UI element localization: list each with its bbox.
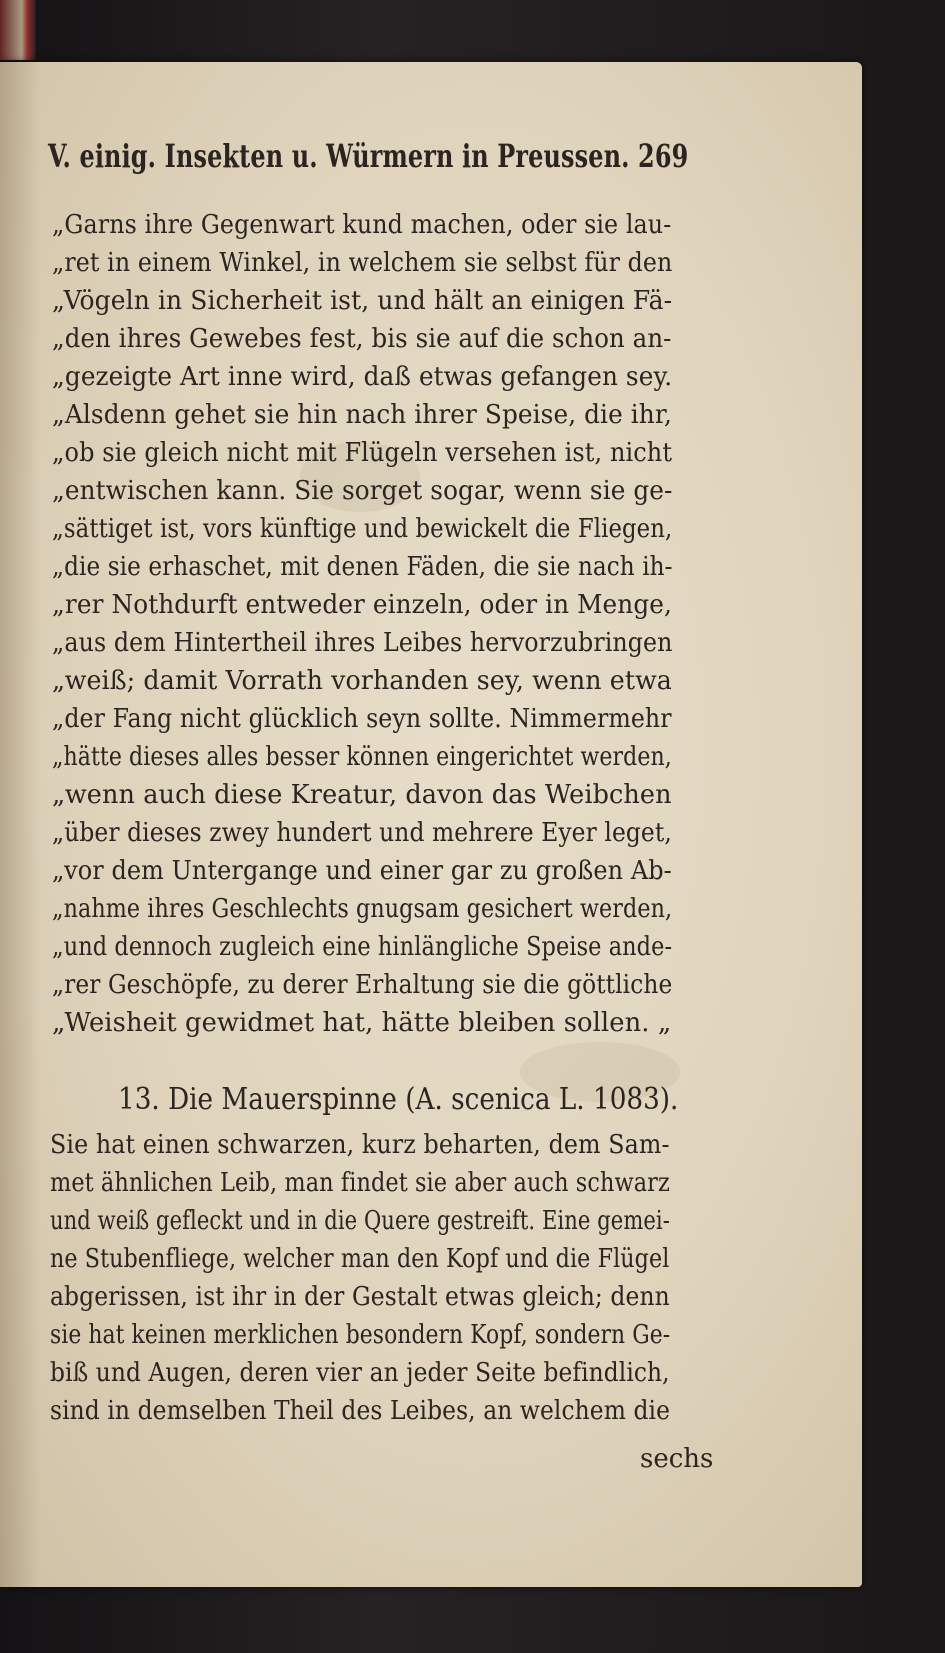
text-line: „der Fang nicht glücklich seyn sollte. Nimmermehr [52, 704, 672, 734]
text-line: „Vögeln in Sicherheit ist, und hält an einigen Fä- [52, 286, 673, 316]
text-line: „sättiget ist, vors künftige und bewickelt die Fliegen, [52, 514, 673, 544]
text-line: „wenn auch diese Kreatur, davon das Weibchen [52, 780, 672, 810]
running-header: V. einig. Insekten u. Würmern in Preussen. 269 [48, 137, 689, 175]
text-line: „über dieses zwey hundert und mehrere Eyer leget, [52, 818, 672, 848]
text-line: „rer Geschöpfe, zu derer Erhaltung sie die göttliche [52, 970, 673, 1000]
text-line: „die sie erhaschet, mit denen Fäden, die sie nach ih- [52, 552, 673, 582]
text-line: ne Stubenfliege, welcher man den Kopf und die Flügel [50, 1244, 670, 1274]
text-line: „hätte dieses alles besser können eingerichtet werden, [52, 742, 672, 772]
text-line: abgerissen, ist ihr in der Gestalt etwas gleich; denn [50, 1282, 670, 1312]
catchword: sechs [640, 1444, 714, 1474]
text-line: met ähnlichen Leib, man findet sie aber auch schwarz [50, 1168, 670, 1198]
book-edge [0, 0, 36, 60]
text-line: biß und Augen, deren vier an jeder Seite befindlich, [50, 1358, 670, 1388]
text-line: „vor dem Untergange und einer gar zu großen Ab- [52, 856, 672, 886]
text-line: und weiß gefleckt und in die Quere gestreift. Eine gemei- [50, 1206, 670, 1236]
text-line: Sie hat einen schwarzen, kurz beharten, dem Sam- [50, 1130, 670, 1160]
text-line: „aus dem Hintertheil ihres Leibes hervorzubringen [52, 628, 673, 658]
text-line: „und dennoch zugleich eine hinlängliche Speise ande- [52, 932, 673, 962]
text-line: „nahme ihres Geschlechts gnugsam gesichert werden, [52, 894, 673, 924]
text-line: „Garns ihre Gegenwart kund machen, oder sie lau- [52, 210, 672, 240]
section-heading: 13. Die Mauerspinne (A. scenica L. 1083). [118, 1082, 679, 1117]
text-line: „den ihres Gewebes fest, bis sie auf die schon an- [52, 324, 672, 354]
text-line: „rer Nothdurft entweder einzeln, oder in Menge, [52, 590, 672, 620]
page-paper [0, 62, 862, 1587]
text-line: „ob sie gleich nicht mit Flügeln versehen ist, nicht [52, 438, 673, 468]
text-line: „entwischen kann. Sie sorget sogar, wenn sie ge- [52, 476, 673, 506]
text-line: „gezeigte Art inne wird, daß etwas gefangen sey. [52, 362, 673, 392]
text-line: „ret in einem Winkel, in welchem sie selbst für den [52, 248, 673, 278]
text-line: „weiß; damit Vorrath vorhanden sey, wenn etwa [52, 666, 672, 696]
text-line: „Weisheit gewidmet hat, hätte bleiben sollen. „ [52, 1008, 672, 1038]
text-line: sie hat keinen merklichen besondern Kopf, sondern Ge- [50, 1320, 671, 1350]
text-line: „Alsdenn gehet sie hin nach ihrer Speise, die ihr, [52, 400, 673, 430]
text-line: sind in demselben Theil des Leibes, an welchem die [50, 1396, 671, 1426]
